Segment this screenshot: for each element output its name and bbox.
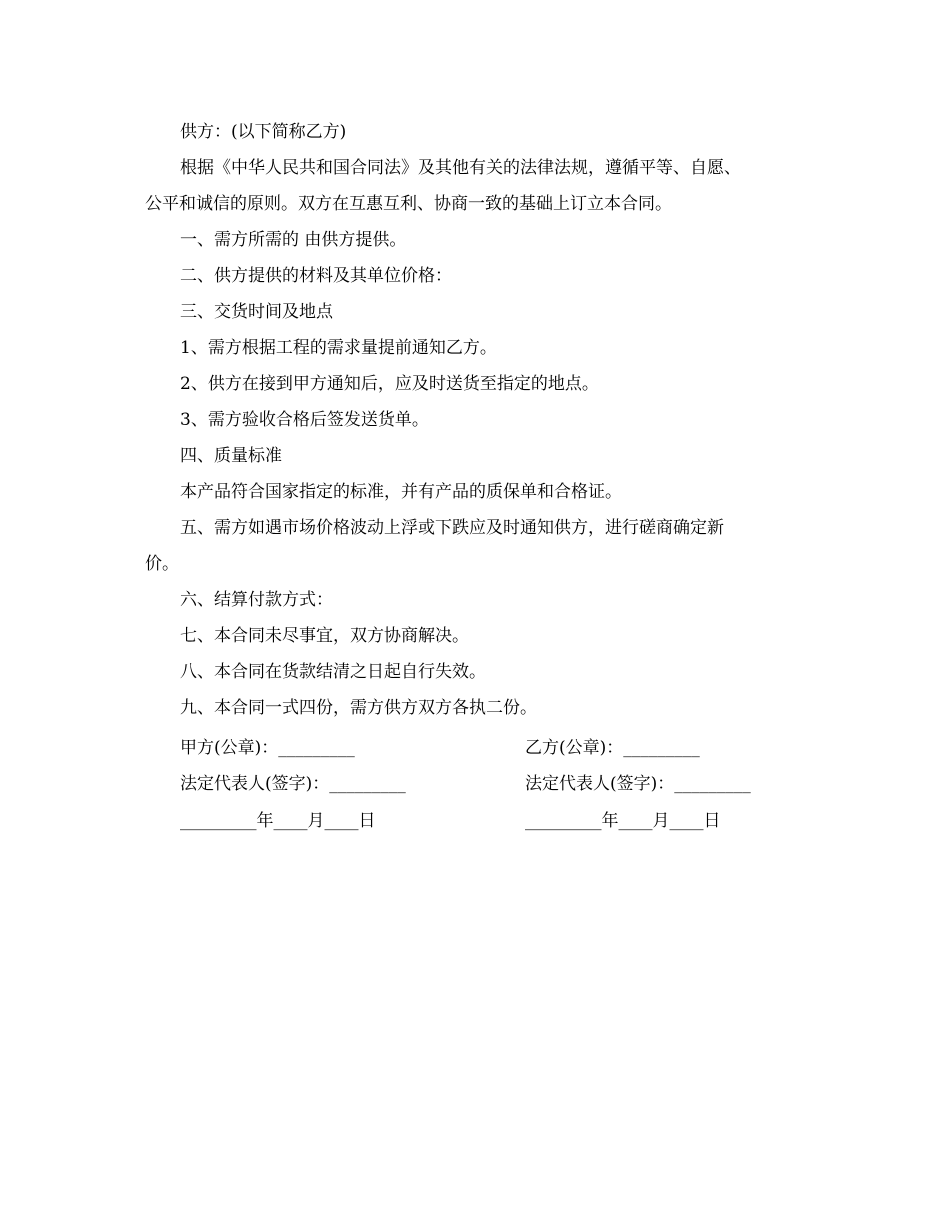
party-b-representative: 法定代表人(签字)：_________	[525, 774, 751, 794]
clause-5-line-1: 五、需方如遇市场价格波动上浮或下跌应及时通知供方，进行磋商确定新	[180, 518, 724, 538]
party-a-seal: 甲方(公章)：_________	[180, 738, 355, 758]
party-b-date: _________年____月____日	[525, 811, 721, 831]
signature-rep-row	[180, 773, 820, 795]
clause-3-item-1: 1、需方根据工程的需求量提前通知乙方。	[180, 338, 497, 358]
preamble-line-1: 根据《中华人民共和国合同法》及其他有关的法律法规，遵循平等、自愿、	[180, 158, 741, 178]
party-a-date: _________年____月____日	[180, 811, 376, 831]
clause-3-item-3: 3、需方验收合格后签发送货单。	[180, 410, 429, 430]
clause-6: 六、结算付款方式：	[180, 590, 333, 610]
clause-3-heading: 三、交货时间及地点	[180, 302, 333, 322]
supplier-line: 供方：(以下简称乙方)	[180, 122, 347, 142]
clause-3-item-2: 2、供方在接到甲方通知后，应及时送货至指定的地点。	[180, 374, 599, 394]
clause-1: 一、需方所需的 由供方提供。	[180, 230, 407, 250]
preamble-line-2: 公平和诚信的原则。双方在互惠互利、协商一致的基础上订立本合同。	[145, 194, 672, 214]
clause-5-line-2: 价。	[145, 554, 179, 574]
clause-4-body: 本产品符合国家指定的标准，并有产品的质保单和合格证。	[180, 482, 622, 502]
clause-9: 九、本合同一式四份，需方供方双方各执二份。	[180, 698, 537, 718]
clause-8: 八、本合同在货款结清之日起自行失效。	[180, 662, 486, 682]
signature-date-row	[180, 810, 820, 832]
clause-2: 二、供方提供的材料及其单位价格：	[180, 266, 452, 286]
clause-7: 七、本合同未尽事宜，双方协商解决。	[180, 626, 469, 646]
clause-4-heading: 四、质量标准	[180, 446, 282, 466]
party-b-seal: 乙方(公章)：_________	[525, 738, 700, 758]
party-a-representative: 法定代表人(签字)：_________	[180, 774, 406, 794]
signature-seal-row	[180, 737, 820, 759]
